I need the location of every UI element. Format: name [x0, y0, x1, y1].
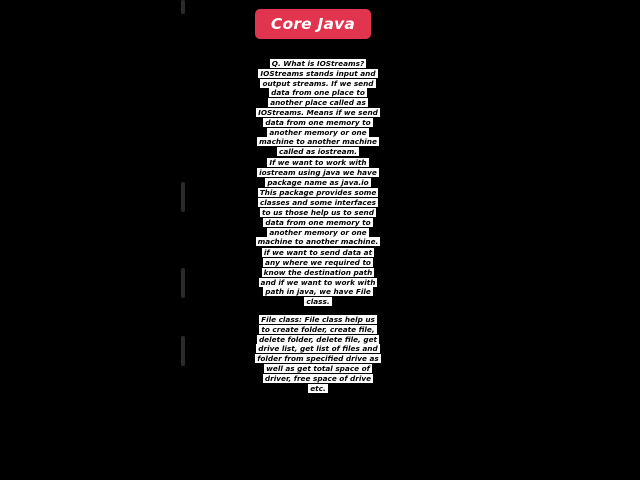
caption-paragraph — [255, 248, 381, 307]
caption-paragraph — [255, 315, 381, 393]
title-badge: Core Java — [255, 9, 371, 39]
side-marker — [181, 182, 185, 212]
caption-paragraph-text: Q. What is IOStreams? IOStreams stands input and output streams. If we send data from one place to another place called as IOStreams. Means if we send data from one memory to another memory or one machine to another machine called as iostream. — [258, 59, 378, 157]
caption-text-block — [255, 59, 381, 394]
caption-paragraph — [255, 59, 381, 157]
side-marker — [181, 0, 185, 14]
caption-paragraph-text: File class: File class help us to create folder, create file, delete folder, delete file, get drive list, get list of files and folder from specified drive as well as get total space of driver, free space of drive etc. — [257, 314, 379, 393]
caption-paragraph — [255, 158, 381, 187]
side-marker — [181, 336, 185, 366]
caption-paragraph-text: This package provides some classes and some interfaces to us those help us to send data from one memory to another memory or one machine to another machine. — [257, 188, 379, 247]
caption-paragraph-text: If we want to work with iostream using java we have package name as java.io — [259, 157, 377, 187]
caption-paragraph-text: if we want to send data at any where we required to know the destination path and if we want to work with path in java, we have File class. — [260, 248, 376, 307]
caption-paragraph — [255, 188, 381, 247]
side-marker — [181, 268, 185, 298]
